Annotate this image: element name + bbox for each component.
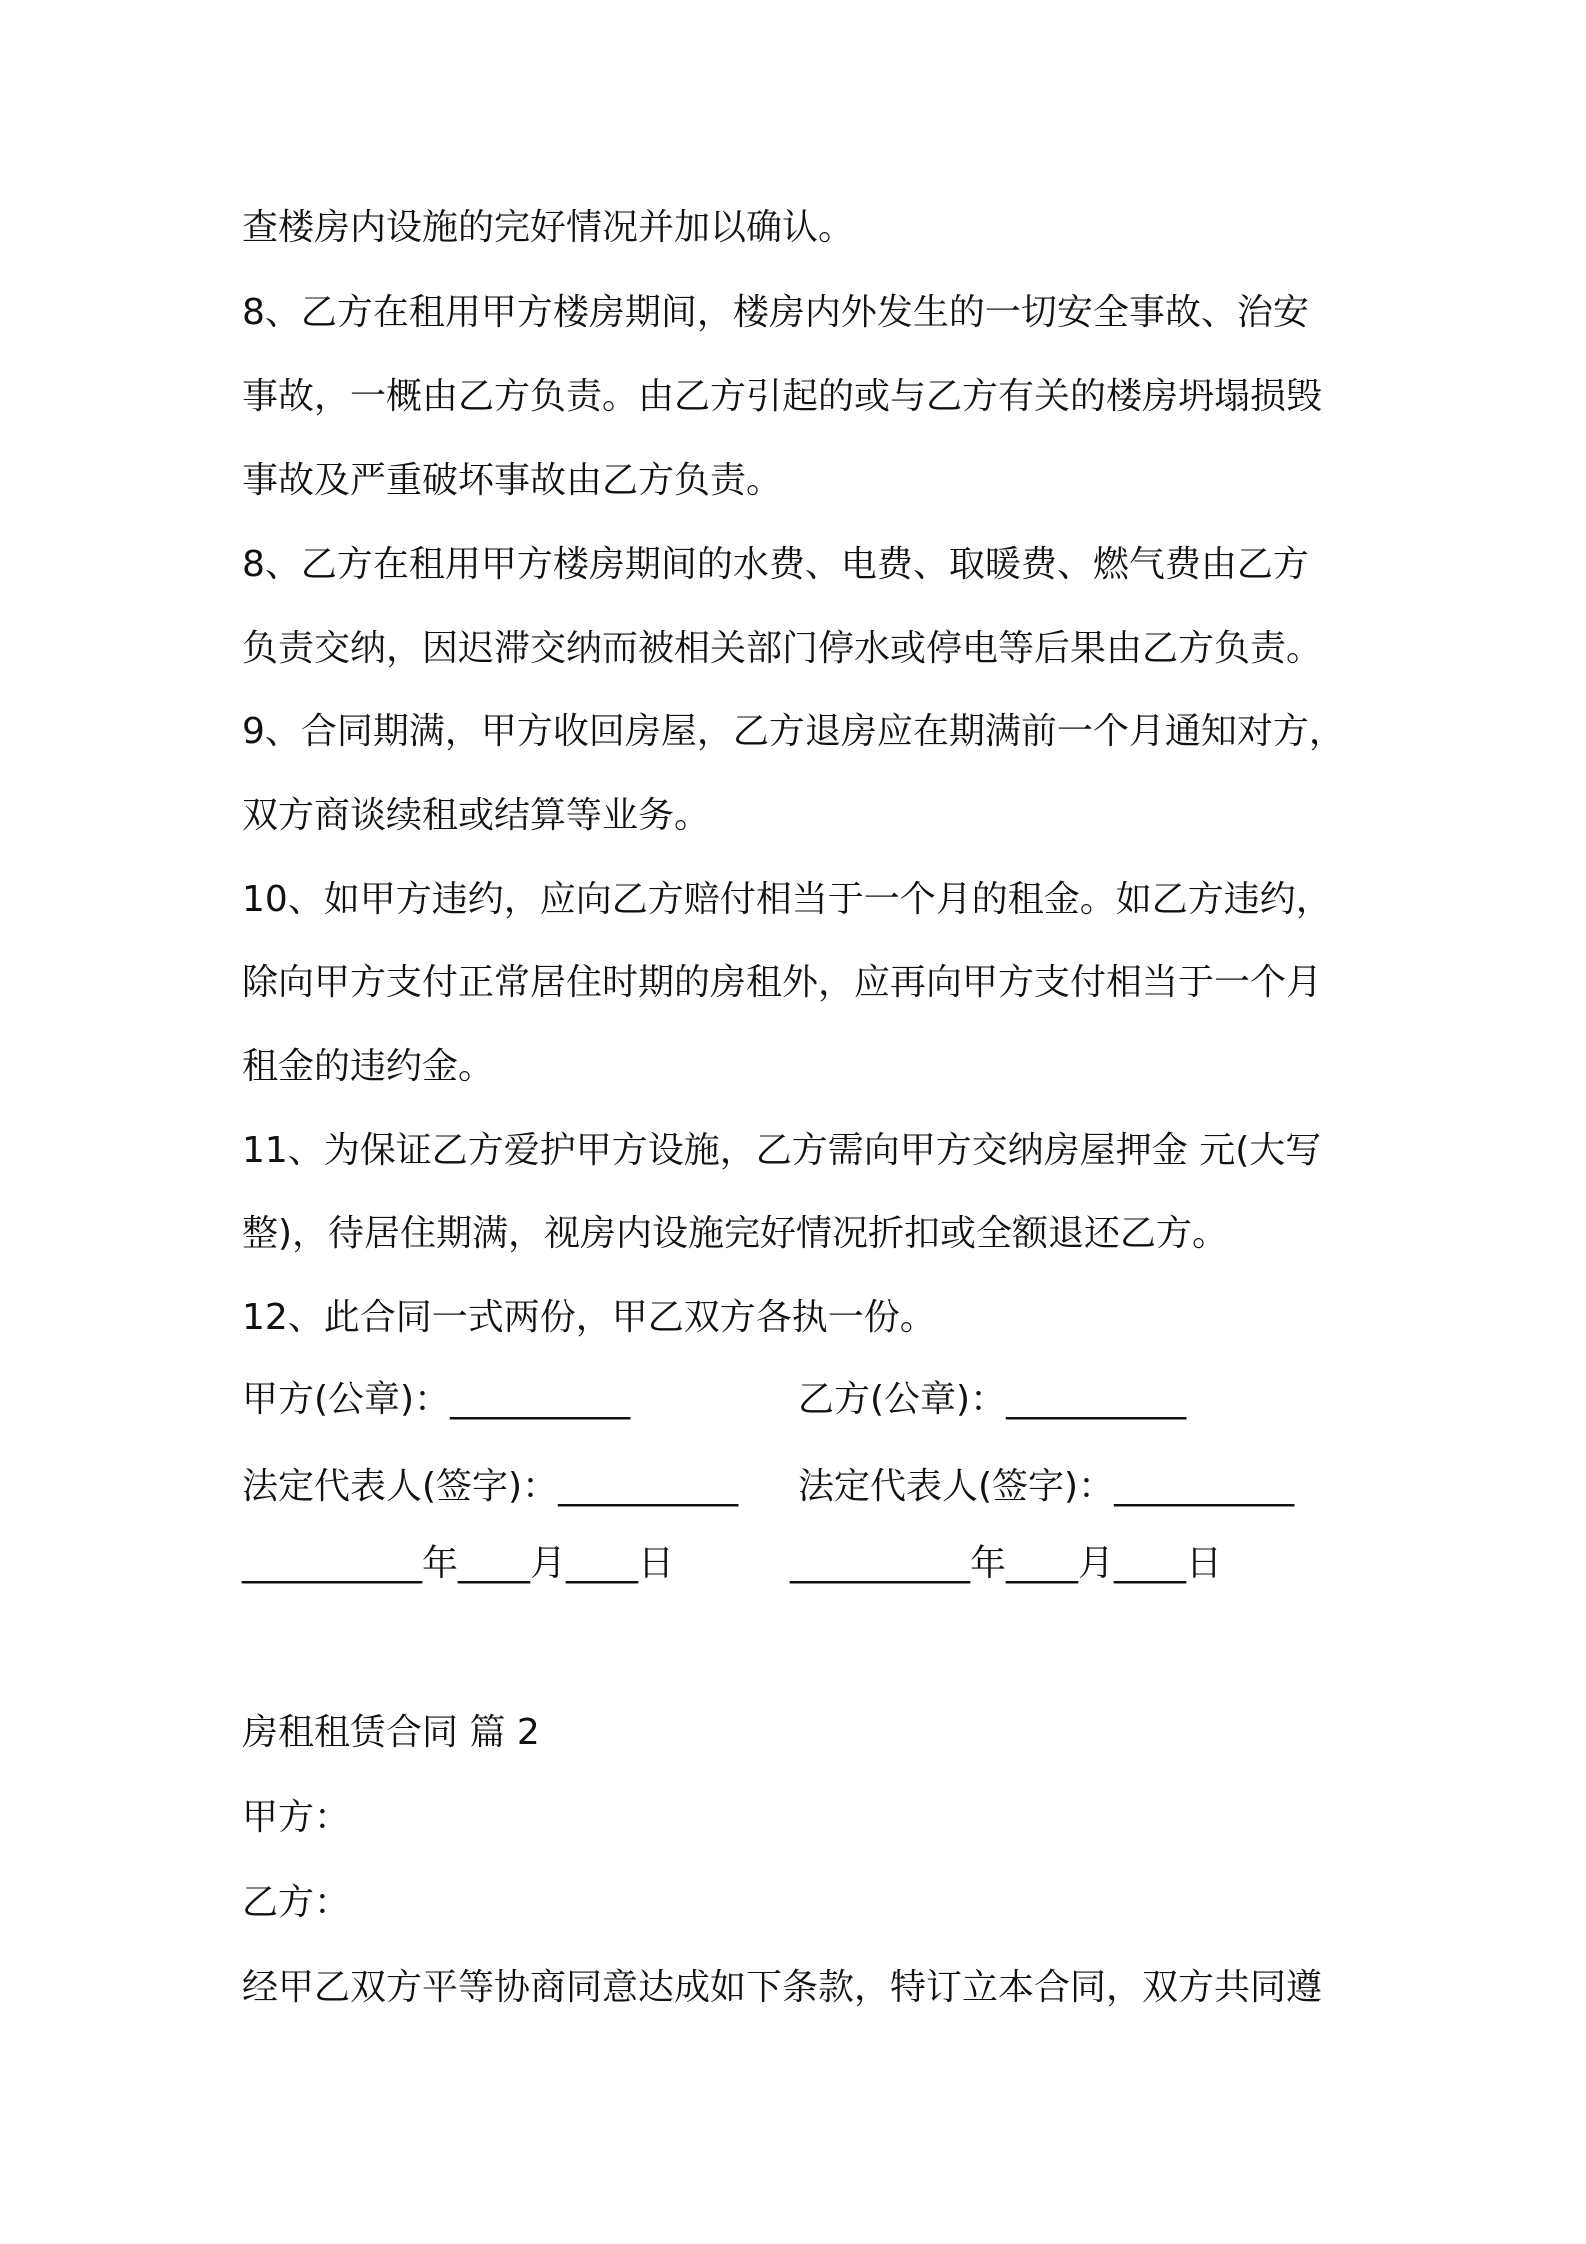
paragraph-line: 事故，一概由乙方负责。由乙方引起的或与乙方有关的楼房坍塌损毁 xyxy=(242,376,1323,417)
party-b-representative-field: 法定代表人(签字)：__________ xyxy=(798,1466,1295,1507)
paragraph-line: 8、乙方在租用甲方楼房期间的水费、电费、取暖费、燃气费由乙方 xyxy=(242,544,1309,585)
paragraph-line: 负责交纳，因迟滞交纳而被相关部门停水或停电等后果由乙方负责。 xyxy=(242,628,1323,669)
paragraph-line: 双方商谈续租或结算等业务。 xyxy=(242,795,711,836)
paragraph-line: 整)，待居住期满，视房内设施完好情况折扣或全额退还乙方。 xyxy=(242,1213,1229,1254)
paragraph-line: 10、如甲方违约，应向乙方赔付相当于一个月的租金。如乙方违约， xyxy=(242,879,1332,920)
party-b-label: 乙方： xyxy=(242,1882,351,1923)
paragraph-line: 查楼房内设施的完好情况并加以确认。 xyxy=(242,207,855,248)
paragraph-line: 租金的违约金。 xyxy=(242,1046,495,1087)
section-title: 房租租赁合同 篇 2 xyxy=(242,1712,540,1753)
paragraph-line: 经甲乙双方平等协商同意达成如下条款，特订立本合同，双方共同遵 xyxy=(242,1967,1323,2008)
party-a-seal-field: 甲方(公章)：__________ xyxy=(242,1379,631,1420)
party-a-date-field: __________年____月____日 xyxy=(242,1543,674,1584)
party-a-label: 甲方： xyxy=(242,1797,351,1838)
party-a-representative-field: 法定代表人(签字)：__________ xyxy=(242,1466,739,1507)
paragraph-line: 8、乙方在租用甲方楼房期间，楼房内外发生的一切安全事故、治安 xyxy=(242,292,1309,333)
party-b-date-field: __________年____月____日 xyxy=(790,1543,1222,1584)
paragraph-line: 11、为保证乙方爱护甲方设施，乙方需向甲方交纳房屋押金 元(大写 xyxy=(242,1130,1322,1171)
paragraph-line: 12、此合同一式两份，甲乙双方各执一份。 xyxy=(242,1297,936,1338)
paragraph-line: 9、合同期满，甲方收回房屋，乙方退房应在期满前一个月通知对方， xyxy=(242,711,1345,752)
paragraph-line: 除向甲方支付正常居住时期的房租外，应再向甲方支付相当于一个月 xyxy=(242,962,1323,1003)
party-b-seal-field: 乙方(公章)：__________ xyxy=(798,1379,1187,1420)
paragraph-line: 事故及严重破坏事故由乙方负责。 xyxy=(242,460,783,501)
